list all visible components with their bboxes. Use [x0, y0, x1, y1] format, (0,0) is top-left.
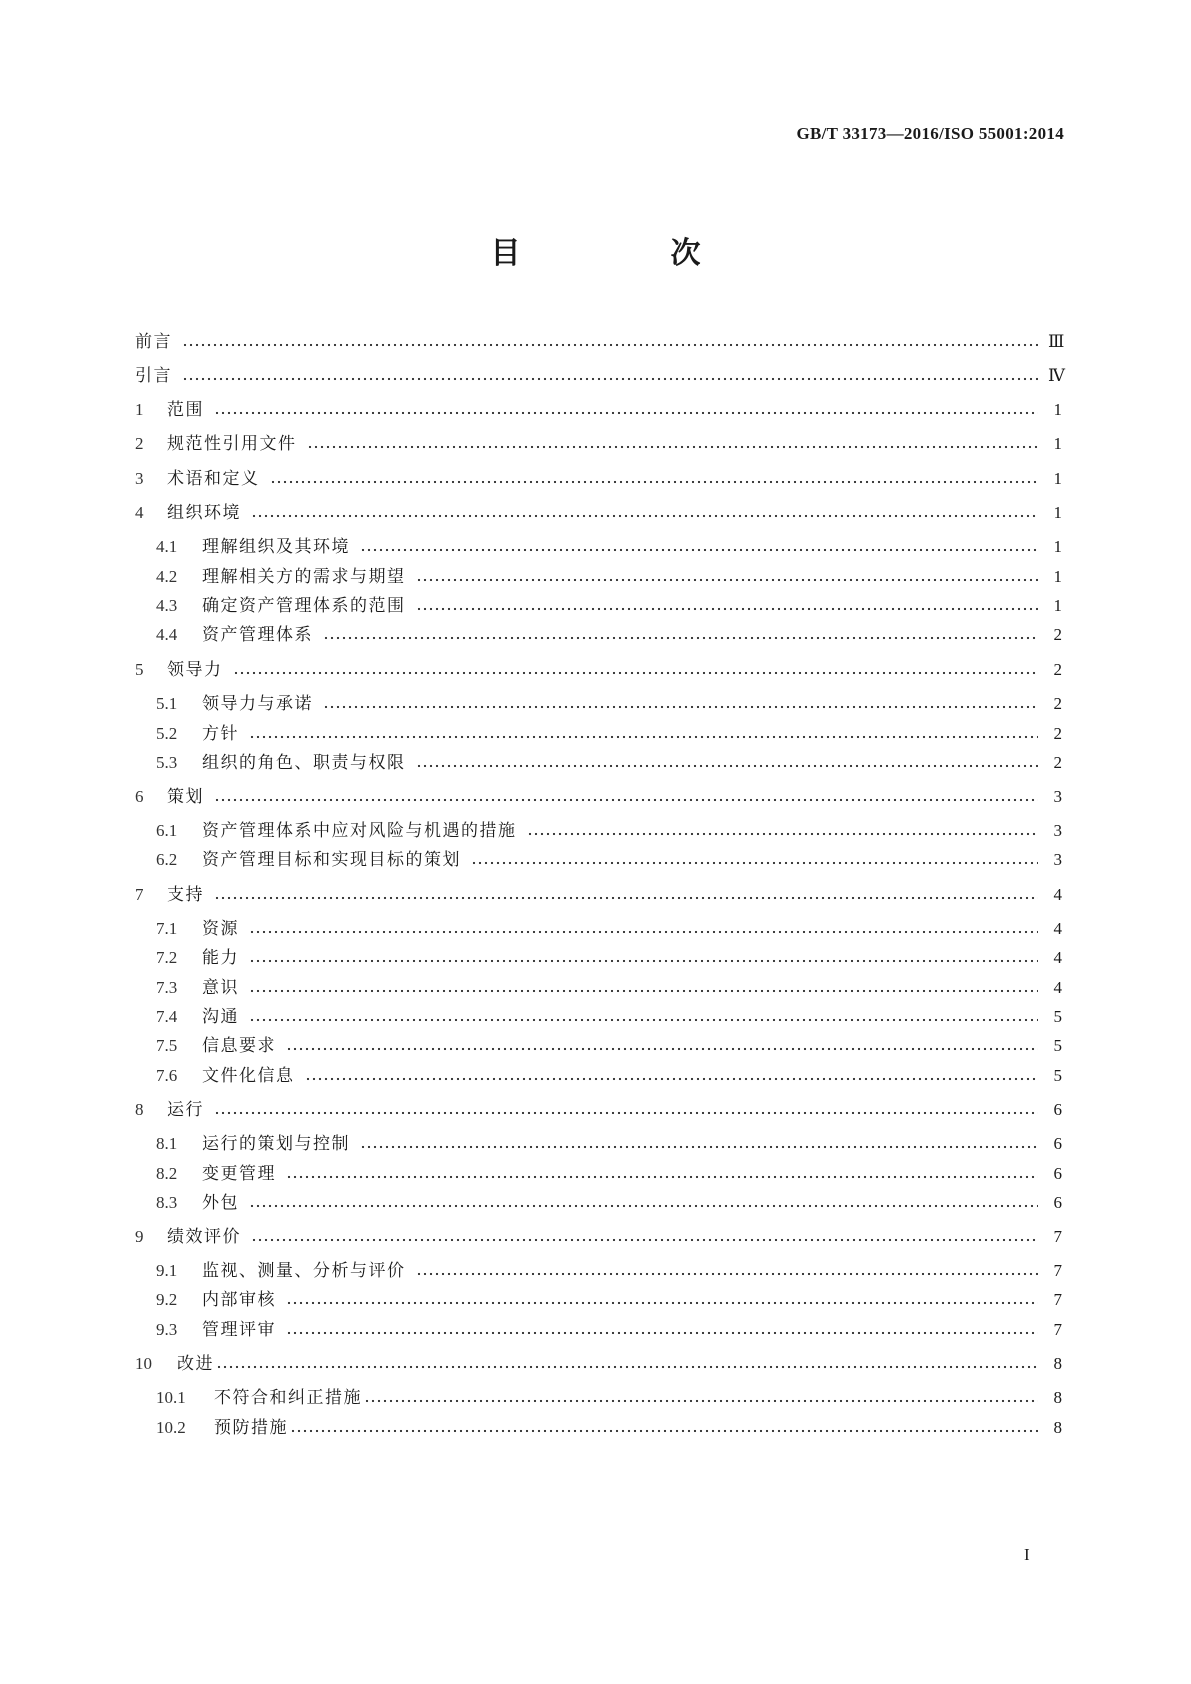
toc-entry-title: 运行	[167, 1100, 204, 1120]
toc-entry-number: 3	[135, 469, 144, 488]
toc-entry-7-4[interactable]	[135, 1005, 1062, 1029]
toc-entry-title: 组织环境	[167, 503, 241, 523]
toc-entry-3[interactable]	[135, 467, 1062, 491]
dot-leader	[323, 703, 1038, 711]
toc-entry-8-2[interactable]	[135, 1162, 1062, 1186]
dot-leader	[323, 634, 1038, 642]
toc-entry-title: 资产管理体系中应对风险与机遇的措施	[202, 821, 517, 841]
toc-entry-title: 能力	[202, 948, 239, 968]
dot-leader	[471, 859, 1038, 867]
toc-entry-title: 改进	[177, 1354, 214, 1374]
toc-entry-number: 5	[135, 660, 144, 679]
toc-entry-title: 规范性引用文件	[167, 434, 297, 454]
dot-leader	[233, 669, 1039, 677]
toc-entry-page: Ⅲ	[1048, 332, 1065, 351]
toc-entry-title: 领导力	[167, 660, 223, 680]
toc-entry-page: 2	[1053, 660, 1062, 679]
toc-title: 目 次	[490, 236, 761, 271]
toc-entry-page: 4	[1053, 919, 1062, 938]
toc-entry-page: 7	[1053, 1227, 1062, 1246]
toc-entry-title: 领导力与承诺	[202, 694, 313, 714]
toc-entry-page: 4	[1053, 978, 1062, 997]
toc-entry-page: 8	[1053, 1388, 1062, 1407]
dot-leader	[286, 1329, 1038, 1337]
dot-leader	[249, 1016, 1038, 1024]
toc-entry-page: 3	[1053, 787, 1062, 806]
toc-entry-title: 支持	[167, 885, 204, 905]
toc-entry-number: 10	[135, 1354, 152, 1373]
toc-entry-page: 8	[1053, 1354, 1062, 1373]
toc-entry-page: 6	[1053, 1193, 1062, 1212]
toc-entry-number: 5.1	[156, 694, 178, 713]
toc-entry-title: 理解相关方的需求与期望	[202, 567, 406, 587]
toc-entry-page: 1	[1053, 537, 1062, 556]
toc-entry-5-3[interactable]	[135, 751, 1062, 775]
toc-entry-number: 4	[135, 503, 144, 522]
dot-leader	[270, 478, 1039, 486]
toc-entry-page: 1	[1053, 400, 1062, 419]
toc-entry-7-3[interactable]	[135, 976, 1062, 1000]
toc-entry-4-2[interactable]	[135, 565, 1062, 589]
toc-entry-10-1[interactable]	[135, 1386, 1062, 1410]
dot-leader	[286, 1045, 1038, 1053]
toc-entry-page: 5	[1053, 1036, 1062, 1055]
dot-leader	[249, 1202, 1038, 1210]
dot-leader	[360, 1143, 1038, 1151]
toc-entry-number: 6.1	[156, 821, 178, 840]
toc-entry-page: 8	[1053, 1418, 1062, 1437]
toc-entry-9-1[interactable]	[135, 1259, 1062, 1283]
dot-leader	[182, 375, 1038, 383]
dot-leader	[182, 341, 1038, 349]
toc-entry-number: 2	[135, 434, 144, 453]
dot-leader	[305, 1075, 1039, 1083]
toc-entry-8-1[interactable]	[135, 1132, 1062, 1156]
dot-leader	[364, 1397, 1038, 1405]
toc-entry-4-3[interactable]	[135, 594, 1062, 618]
toc-entry-title: 术语和定义	[167, 469, 260, 489]
toc-entry-title: 内部审核	[202, 1290, 276, 1310]
toc-entry-page: 1	[1053, 434, 1062, 453]
toc-entry-5-2[interactable]	[135, 722, 1062, 746]
toc-entry-number: 4.3	[156, 596, 178, 615]
toc-entry-page: 7	[1053, 1290, 1062, 1309]
toc-entry-8-3[interactable]	[135, 1191, 1062, 1215]
toc-entry-number: 4.1	[156, 537, 178, 556]
toc-entry-title: 不符合和纠正措施	[214, 1388, 362, 1408]
toc-entry-number: 6.2	[156, 850, 178, 869]
toc-entry-6-2[interactable]	[135, 848, 1062, 872]
toc-entry-page: 5	[1053, 1007, 1062, 1026]
toc-entry-4-1[interactable]	[135, 535, 1062, 559]
toc-entry-number: 9.3	[156, 1320, 178, 1339]
toc-entry-number: 7.6	[156, 1066, 178, 1085]
toc-entry-page: 4	[1053, 885, 1062, 904]
toc-entry-page: 6	[1053, 1164, 1062, 1183]
toc-entry-page: 6	[1053, 1134, 1062, 1153]
toc-entry-number: 7.3	[156, 978, 178, 997]
toc-entry-page: 1	[1053, 469, 1062, 488]
toc-entry-title: 引言	[135, 366, 172, 386]
toc-entry-page: 2	[1053, 694, 1062, 713]
document-id: GB/T 33173—2016/ISO 55001:2014	[796, 124, 1064, 143]
toc-entry-title: 外包	[202, 1193, 239, 1213]
dot-leader	[527, 830, 1039, 838]
toc-entry-number: 5.3	[156, 753, 178, 772]
toc-entry-page: 7	[1053, 1320, 1062, 1339]
dot-leader	[251, 512, 1038, 520]
toc-entry-10-2[interactable]	[135, 1416, 1062, 1440]
toc-entry-page: 2	[1053, 753, 1062, 772]
toc-entry-2[interactable]	[135, 432, 1062, 456]
toc-entry-number: 7.4	[156, 1007, 178, 1026]
toc-entry-page: 5	[1053, 1066, 1062, 1085]
toc-entry-title: 方针	[202, 724, 239, 744]
dot-leader	[360, 546, 1038, 554]
toc-entry-page: Ⅳ	[1048, 366, 1065, 385]
toc-entry-page: 2	[1053, 625, 1062, 644]
dot-leader	[214, 894, 1038, 902]
toc-entry-title: 变更管理	[202, 1164, 276, 1184]
toc-entry-title: 资产管理目标和实现目标的策划	[202, 850, 461, 870]
toc-entry-title: 意识	[202, 978, 239, 998]
toc-entry-page: 6	[1053, 1100, 1062, 1119]
toc-entry-9[interactable]	[135, 1225, 1062, 1249]
toc-entry-number: 9.2	[156, 1290, 178, 1309]
toc-entry-number: 8.2	[156, 1164, 178, 1183]
toc-entry-title: 运行的策划与控制	[202, 1134, 350, 1154]
toc-entry-page: 3	[1053, 821, 1062, 840]
toc-entry-7-6[interactable]	[135, 1064, 1062, 1088]
dot-leader	[290, 1427, 1038, 1435]
toc-entry-title: 范围	[167, 400, 204, 420]
toc-entry-title: 监视、测量、分析与评价	[202, 1261, 406, 1281]
toc-entry-9-3[interactable]	[135, 1318, 1062, 1342]
toc-entry-6-1[interactable]	[135, 819, 1062, 843]
dot-leader	[416, 605, 1039, 613]
page-number: I	[1024, 1545, 1030, 1564]
toc-entry-title: 信息要求	[202, 1036, 276, 1056]
toc-entry-title: 绩效评价	[167, 1227, 241, 1247]
toc-entry-title: 组织的角色、职责与权限	[202, 753, 406, 773]
toc-entry-page: 3	[1053, 850, 1062, 869]
toc-entry-page: 1	[1053, 503, 1062, 522]
dot-leader	[249, 733, 1038, 741]
dot-leader	[286, 1173, 1038, 1181]
toc-entry-number: 7	[135, 885, 144, 904]
toc-entry-7-2[interactable]	[135, 946, 1062, 970]
toc-entry-1[interactable]	[135, 398, 1062, 422]
dot-leader	[214, 1109, 1038, 1117]
dot-leader	[251, 1236, 1038, 1244]
dot-leader	[416, 762, 1039, 770]
toc-entry-number: 8.3	[156, 1193, 178, 1212]
toc-entry-title: 预防措施	[214, 1418, 288, 1438]
dot-leader	[214, 409, 1038, 417]
dot-leader	[249, 928, 1038, 936]
toc-entry-title: 策划	[167, 787, 204, 807]
toc-entry-4-4[interactable]	[135, 623, 1062, 647]
toc-entry-number: 4.4	[156, 625, 178, 644]
toc-entry-7[interactable]	[135, 883, 1062, 907]
toc-entry-number: 1	[135, 400, 144, 419]
toc-entry-7-1[interactable]	[135, 917, 1062, 941]
toc-entry-number: 10.1	[156, 1388, 186, 1407]
toc-entry-title: 文件化信息	[202, 1066, 295, 1086]
toc-entry-8[interactable]	[135, 1098, 1062, 1122]
dot-leader	[249, 957, 1038, 965]
dot-leader	[307, 443, 1039, 451]
toc-entry-9-2[interactable]	[135, 1288, 1062, 1312]
dot-leader	[286, 1299, 1038, 1307]
toc-entry-introduction[interactable]	[135, 364, 1065, 388]
toc-entry-number: 10.2	[156, 1418, 186, 1437]
toc-entry-page: 1	[1053, 567, 1062, 586]
toc-entry-page: 2	[1053, 724, 1062, 743]
toc-entry-number: 7.1	[156, 919, 178, 938]
dot-leader	[416, 576, 1039, 584]
toc-entry-title: 前言	[135, 332, 172, 352]
dot-leader	[416, 1270, 1039, 1278]
toc-entry-title: 沟通	[202, 1007, 239, 1027]
toc-entry-page: 1	[1053, 596, 1062, 615]
toc-entry-5[interactable]	[135, 658, 1062, 682]
toc-entry-number: 6	[135, 787, 144, 806]
toc-entry-number: 8	[135, 1100, 144, 1119]
toc-entry-title: 管理评审	[202, 1320, 276, 1340]
toc-entry-6[interactable]	[135, 785, 1062, 809]
toc-entry-10[interactable]	[135, 1352, 1062, 1376]
toc-entry-foreword[interactable]	[135, 330, 1065, 354]
toc-entry-5-1[interactable]	[135, 692, 1062, 716]
toc-entry-page: 7	[1053, 1261, 1062, 1280]
toc-entry-number: 8.1	[156, 1134, 178, 1153]
toc-entry-title: 资源	[202, 919, 239, 939]
toc-entry-number: 4.2	[156, 567, 178, 586]
toc-entry-4[interactable]	[135, 501, 1062, 525]
toc-entry-number: 7.5	[156, 1036, 178, 1055]
toc-entry-title: 资产管理体系	[202, 625, 313, 645]
toc-entry-title: 确定资产管理体系的范围	[202, 596, 406, 616]
toc-entry-number: 9.1	[156, 1261, 178, 1280]
toc-entry-page: 4	[1053, 948, 1062, 967]
toc-entry-number: 9	[135, 1227, 144, 1246]
dot-leader	[249, 987, 1038, 995]
dot-leader	[216, 1363, 1038, 1371]
toc-entry-title: 理解组织及其环境	[202, 537, 350, 557]
toc-entry-number: 7.2	[156, 948, 178, 967]
toc-entry-7-5[interactable]	[135, 1034, 1062, 1058]
toc-entry-number: 5.2	[156, 724, 178, 743]
dot-leader	[214, 796, 1038, 804]
